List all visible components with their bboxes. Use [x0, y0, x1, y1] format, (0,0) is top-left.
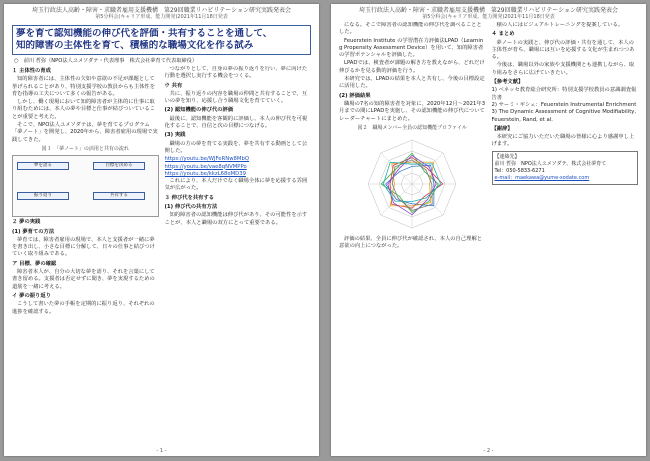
contact-name: 前川 哲弥 NPO法人ユメソダテ、株式会社夢育て	[494, 160, 607, 167]
section-heading: １ 主体性の育成	[12, 68, 51, 74]
paragraph: 最後に、認知機能を客観的に評価し、本人の伸び代を可視化することで、自信と次の目標につなげる。	[164, 115, 308, 130]
paragraph: LPADでは、検査者が課題の解き方を教えながら、どれだけ伸びるかを見る動的評価を行う。	[339, 60, 485, 74]
paragraph: つながりとして、自身の夢の振り返りを行い、夢に向けた行動を選択し実行する機会をつくる。	[164, 66, 308, 80]
figure-2-caption: 図２ 職場メンバー全員の認知機能プロファイル	[357, 124, 468, 131]
video-link-1[interactable]: https://youtu.be/WJFeRNw8MbQ	[164, 156, 250, 163]
author-line: ○ 前川 哲弥（NPO法人ユメソダテ・代表理事 株式会社夢育て代表取締役）	[14, 58, 198, 64]
figure-box: 目標を決める	[93, 162, 145, 170]
paragraph: 知的障害者には、主体性の欠如や意欲の不足が課題として挙げられることがあり、特別支援学校の教員からも主体性を育む指導の工夫について多くの報告がある。	[12, 76, 156, 97]
paragraph: 共に、振り返りの内容を職場の仲間と共有することで、互いの夢を知り、応援し合う職場文化を育てていく。	[164, 90, 308, 105]
running-subheader: 第5分科会(キャリア形成、能力開発)2021年11月18日発表	[95, 14, 228, 20]
page-left	[4, 4, 319, 456]
running-header: 埼玉行政法人高齢・障害・求職者雇用支援機構 第29回職業リハビリテーション研究実践発表会	[358, 7, 619, 14]
paragraph: しかし、働く現場において知的障害者が主体的に仕事に取り組むためには、本人の夢や目標と仕事が結びついていることが重要と考えた。	[12, 99, 156, 120]
subsection-heading: (3) 実践	[164, 132, 186, 139]
subsection-heading: (2) 評価結果	[339, 92, 371, 99]
paragraph: 評価の結果、全員に伸び代が確認され、本人の自己理解と意欲の向上につながった。	[339, 236, 483, 250]
references-heading: 【参考文献】	[491, 79, 524, 86]
section-heading: ３ 伸び代を共有する	[164, 194, 215, 201]
figure-1-diagram	[12, 155, 159, 217]
figure-box: 夢を語る	[17, 162, 69, 170]
paragraph: 職場の7名の知的障害者を対象に、2020年12月〜2021年3月までの間にLPADを実施し、その認知機能の伸び代についてレーダーチャートにまとめた。	[339, 100, 486, 122]
section-heading: ４ まとめ	[491, 31, 515, 38]
subsection-heading: (2) 認知機能の伸び代の評価	[164, 107, 234, 114]
paragraph: 本研究にご協力いただいた職場の皆様に心より感謝申し上げます。	[491, 134, 635, 148]
paragraph: 知的障害者の認知機能は伸び代があり、その可能性を示すことが、本人と職場の双方にとって重要である。	[164, 212, 308, 226]
subsection-heading: (1) 伸び代の共有方法	[164, 204, 218, 211]
page-number: - 2 -	[483, 448, 494, 454]
left-column-1	[12, 66, 159, 446]
paragraph: 障害者本人が、自分の大切な夢を語り、それを言葉にして書き留める。支援者は否定せずに聞き、夢を実現するための道筋を一緒に考える。	[12, 269, 155, 290]
page-right	[331, 4, 646, 456]
paragraph: Feuerstein Institute の学習潜在力評価法LPAD（Learning Propensity Assessment Device）を用いて、知的障害者の学習ポテンシャルを評価した。	[339, 37, 484, 59]
paragraph: 本研究では、LPADの結果を本人と共有し、今後の目標設定に活用した。	[339, 76, 485, 90]
paragraph: になる。そこで障害者の認知機能の伸び代を調べることとした。	[339, 22, 482, 36]
title-line-2: 知的障害の主体性を育て、積極的な職場文化を作る試み	[16, 40, 254, 51]
subsection-heading: ウ 共有	[164, 82, 183, 89]
paragraph: こうして書いた夢の手帳を定期的に振り返り、それぞれの進捗を確認する。	[12, 301, 155, 315]
contact-tel: Tel：050-5833-6271	[494, 167, 545, 174]
contact-email-link[interactable]: e-mail：maekawa@yume-sodate.com	[494, 174, 590, 181]
acknowledgement-heading: 【謝辞】	[491, 125, 513, 132]
paragraph: 積の人にはビジュアルトレーニングを提案している。	[496, 22, 624, 28]
reference-item: 3) The Dynamic Assessment of Cognitive Modifiability, Feuerstein, Rand, et al.	[491, 109, 637, 123]
right-column-1	[339, 22, 486, 446]
paragraph: そこで、NPO法人ユメソダテは、夢を育てるプログラム「夢ノート」を開発し、2020年から、障害者雇用の現場で実践してきた。	[12, 122, 158, 143]
left-column-2	[165, 66, 312, 446]
paragraph: 今後は、職場以外の家族や支援機関とも連携しながら、取り組みをさらに広げていきたい。	[491, 62, 635, 76]
running-header: 埼玉行政法人高齢・障害・求職者雇用支援機構 第29回職業リハビリテーション研究実践発表会	[31, 7, 292, 14]
contact-label: 【連絡先】	[494, 153, 520, 160]
title-line-1: 夢を育て認知機能の伸び代を評価・共有することを通して、	[16, 28, 273, 39]
running-subheader: 第5分科会(キャリア形成、能力開発)2021年11月18日発表	[422, 14, 555, 20]
paragraph: 夢育ては、障害者雇用の現場で、本人と支援者が一緒に夢を書き出し、小さな目標に分解して、日々の仕事と結びつけていく取り組みである。	[12, 236, 155, 258]
figure-box: 振り返り	[17, 192, 69, 200]
right-column-2	[492, 22, 639, 446]
section-heading: ２ 夢の実践	[12, 219, 41, 226]
figure-1-caption: 図１ 「夢ノート」の活用と共有の流れ	[41, 145, 129, 152]
subsection-heading: イ 夢の振り返り	[12, 292, 51, 299]
contact-box	[492, 151, 639, 185]
radar-chart	[357, 134, 467, 234]
video-link-3[interactable]: https://youtu.be/kkzL68oMD39	[164, 170, 246, 177]
subsection-heading: ア 目標、夢の確認	[12, 260, 57, 267]
right-page-columns	[339, 22, 638, 446]
figure-box: 共有する	[93, 192, 145, 200]
reference-item: 2) サーミ・ギシェ：Feuerstein Instrumental Enrichment	[491, 101, 637, 108]
left-page-columns	[12, 66, 311, 446]
video-link-2[interactable]: https://youtu.be/vae8qNVMPPo	[164, 163, 247, 170]
subsection-heading: (1) 夢育ての方法	[12, 228, 55, 235]
title-box	[12, 25, 311, 55]
page-number: - 1 -	[156, 448, 167, 454]
reference-item: 1) ベネッセ教育総合研究所：特別支援学校教員の意識調査報告書	[491, 87, 637, 101]
paragraph: これにより、本人だけでなく職場全体に夢を応援する雰囲気が広がった。	[164, 178, 308, 192]
paragraph: 職場の方の夢を育てる実践を、夢を共有する動画として公開した。	[164, 140, 308, 154]
paragraph: 夢ノートの実践と、伸び代の評価・共有を通して、本人の主体性が育ち、職場には互いを応援する文化が生まれつつある。	[491, 39, 635, 61]
